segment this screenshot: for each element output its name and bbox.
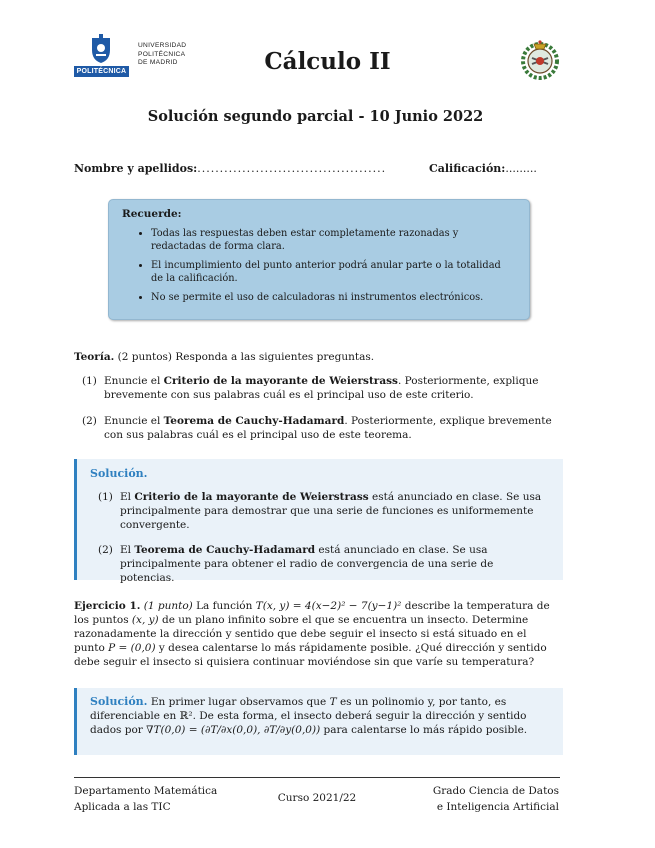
- solution-box-theory: [74, 459, 563, 584]
- point-xy: (x, y): [131, 614, 159, 626]
- solution-answer-1: [98, 490, 546, 532]
- symbol-t: T: [329, 696, 337, 708]
- answer-text: está anunciado en clase. Se usa principalmente para obtener el radio de convergencia de una serie de potencias.: [120, 544, 494, 584]
- footer-degree: [433, 783, 559, 815]
- footer-degree-line: Grado Ciencia de Datos: [432, 785, 559, 797]
- temperature-formula: T(x, y) = 4(x−2)² − 7(y−1)²: [255, 600, 402, 612]
- question-number: (2): [82, 415, 97, 427]
- theory-question-2: [82, 414, 560, 442]
- grade-field: [429, 162, 537, 175]
- name-dots: ..........................................: [197, 162, 387, 175]
- answer-text: El: [120, 491, 135, 503]
- footer-department-line: Aplicada a las TIC: [74, 801, 171, 813]
- question-bold-term: Criterio de la mayorante de Weierstrass: [163, 375, 398, 387]
- reminder-box: [108, 199, 530, 320]
- question-text: Enuncie el: [104, 415, 164, 427]
- reminder-title: Recuerde:: [122, 208, 182, 220]
- exercise-text: y desea calentarse lo más rápidamente posible. ¿Qué dirección y sentido debe seguir el insecto si quisiera continuar moviéndose sin que varíe su temperatura?: [74, 642, 547, 668]
- question-text: . Posteriormente, explique brevemente con sus palabras cuál es el principal uso de este criterio.: [104, 375, 539, 401]
- answer-number: (2): [98, 544, 113, 556]
- grade-dots: .........: [505, 162, 537, 175]
- politecnica-badge: POLITÉCNICA: [74, 66, 129, 77]
- solution-exercise-text: [90, 695, 552, 737]
- reminder-item: • El incumplimiento del punto anterior podrá anular parte o la totalidad de la calificación.: [151, 260, 506, 285]
- exercise-text: describe la temperatura de los puntos: [74, 600, 550, 626]
- university-name: UNIVERSIDAD POLITÉCNICA DE MADRID: [138, 42, 187, 66]
- solution-text: es un polinomio y, por tanto, es diferenciable en: [90, 696, 507, 722]
- question-number: (1): [82, 375, 97, 387]
- reminder-list: [135, 228, 506, 312]
- exercise-points: (1 punto): [143, 600, 193, 612]
- question-text: Enuncie el: [104, 375, 164, 387]
- solution-answer-2: [98, 543, 546, 585]
- footer-course: Curso 2021/22: [277, 792, 357, 804]
- page-title: Cálculo II: [264, 48, 391, 75]
- exercise-text: de un plano infinito sobre el que se encuentra un insecto. Determine razonadamente la dirección y sentido que debe seguir el insecto si está situado en el punto: [74, 614, 529, 654]
- answer-number: (1): [98, 491, 113, 503]
- solution-heading: Solución.: [90, 467, 148, 480]
- answer-bold-term: Criterio de la mayorante de Weierstrass: [134, 491, 369, 503]
- footer-department-line: Departamento Matemática: [74, 785, 218, 797]
- answer-bold-term: Teorema de Cauchy-Hadamard: [134, 544, 316, 556]
- solution-heading: Solución.: [90, 695, 148, 708]
- solution-text: . De esta forma, el insecto deberá seguir la dirección y sentido dados por: [90, 710, 527, 736]
- question-text: . Posteriormente, explique brevemente con sus palabras cuál es el principal uso de este teorema.: [104, 415, 552, 441]
- question-bold-term: Teorema de Cauchy-Hadamard: [163, 415, 345, 427]
- solution-text: para calentarse lo más rápido posible.: [320, 724, 528, 736]
- answer-text: El: [120, 544, 135, 556]
- exercise-1: [74, 599, 560, 669]
- page-subtitle: Solución segundo parcial - 10 Junio 2022: [147, 108, 484, 125]
- solution-box-exercise-1: [74, 688, 563, 755]
- theory-intro: [74, 350, 560, 364]
- point-p: P = (0,0): [108, 642, 156, 654]
- footer-degree-line: e Inteligencia Artificial: [436, 801, 559, 813]
- reminder-item: • Todas las respuestas deben estar completamente razonadas y redactadas de forma clara.: [151, 228, 506, 253]
- solution-text: En primer lugar observamos que: [147, 696, 330, 708]
- exercise-text: La función: [192, 600, 256, 612]
- footer-divider: [74, 777, 560, 778]
- theory-intro-text: (2 puntos) Responda a las siguientes preguntas.: [117, 351, 375, 363]
- grade-label: Calificación:: [429, 162, 506, 175]
- symbol-r2: ℝ²: [179, 710, 193, 722]
- theory-label: Teoría.: [74, 351, 115, 363]
- reminder-item: • No se permite el uso de calculadoras ni instrumentos electrónicos.: [151, 292, 506, 305]
- exercise-label: Ejercicio 1.: [74, 600, 141, 612]
- name-label: Nombre y apellidos:: [74, 162, 198, 175]
- answer-text: está anunciado en clase. Se usa principalmente para demostrar que una serie de funciones es uniformemente convergente.: [120, 491, 542, 531]
- gradient-formula: ∇T(0,0) = (∂T/∂x(0,0), ∂T/∂y(0,0)): [146, 724, 321, 736]
- theory-question-1: [82, 374, 560, 402]
